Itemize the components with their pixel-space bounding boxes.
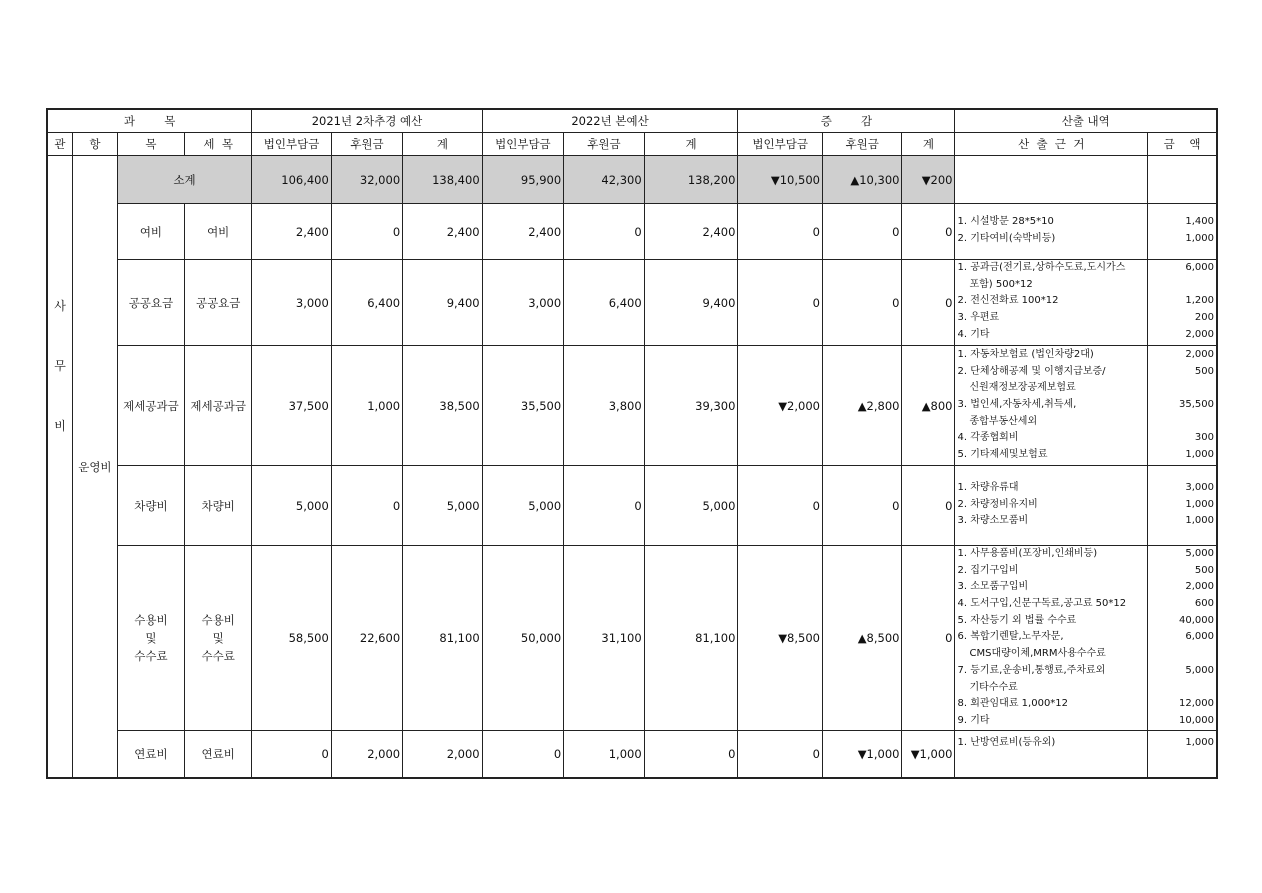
mok-text: 공공요금 bbox=[128, 295, 174, 310]
basis-line: 1. 사무용품비(포장비,인쇄비등) bbox=[957, 548, 1098, 559]
semok-cell bbox=[185, 546, 252, 731]
basis-amount bbox=[1150, 277, 1214, 294]
mok-text: 연료비 bbox=[134, 746, 168, 761]
header-total-2022: 계 bbox=[644, 133, 738, 156]
gwan-char: 비 bbox=[54, 419, 66, 433]
amount-value: ▲2,800 bbox=[822, 346, 901, 466]
basis-line: 4. 각종협회비 bbox=[957, 432, 1019, 444]
amount-value: 38,500 bbox=[403, 346, 483, 466]
amount-value: ▲800 bbox=[902, 346, 955, 466]
mok-cell bbox=[117, 466, 184, 546]
basis-line: 3. 소모품구입비 bbox=[957, 581, 1029, 593]
amount-value: 0 bbox=[564, 204, 645, 260]
amount-value: 0 bbox=[902, 204, 955, 260]
budget-row bbox=[47, 466, 1217, 546]
amount-value: 31,100 bbox=[564, 546, 645, 731]
header-row-1 bbox=[47, 109, 1217, 133]
amount-value: 0 bbox=[564, 466, 645, 546]
basis-amount: 5,000 bbox=[1185, 664, 1214, 676]
basis-line: 기타수수료 bbox=[969, 681, 1018, 693]
semok-cell bbox=[185, 466, 252, 546]
basis-line: 1. 자동차보험료 (법인차량2대) bbox=[957, 349, 1094, 360]
amount-value: 0 bbox=[738, 466, 823, 546]
header-donation-2021: 후원금 bbox=[331, 133, 402, 156]
basis-amount: 6,000 bbox=[1185, 262, 1214, 273]
basis-amount: 3,000 bbox=[1185, 482, 1214, 493]
semok-text: 차량비 bbox=[201, 498, 235, 513]
subtotal-value: ▲10,300 bbox=[822, 156, 901, 204]
subtotal-value: ▼10,500 bbox=[738, 156, 823, 204]
basis-amount bbox=[1150, 680, 1214, 697]
amount-value: 5,000 bbox=[644, 466, 738, 546]
basis-amount: 40,000 bbox=[1179, 614, 1214, 626]
basis-amount: 1,200 bbox=[1185, 295, 1214, 307]
basis-amount: 1,000 bbox=[1185, 515, 1214, 527]
amount-value: 50,000 bbox=[482, 546, 564, 731]
amount-value: 0 bbox=[738, 260, 823, 346]
amount-value: 2,000 bbox=[331, 730, 402, 778]
amount-value: 0 bbox=[482, 730, 564, 778]
budget-row bbox=[47, 730, 1217, 778]
amount-value: 37,500 bbox=[252, 346, 331, 466]
amount-value: 0 bbox=[822, 466, 901, 546]
amount-value: 81,100 bbox=[644, 546, 738, 731]
basis-line: 7. 등기료,운송비,통행료,주차료외 bbox=[957, 664, 1106, 676]
amount-value: 0 bbox=[331, 466, 402, 546]
amount-value: 0 bbox=[331, 204, 402, 260]
basis-line: 2. 단체상해공제 및 이행지급보증/ bbox=[957, 365, 1106, 377]
basis-amount: 1,000 bbox=[1185, 736, 1214, 748]
basis-line: 종합부동산세외 bbox=[969, 415, 1038, 427]
amount-value: 5,000 bbox=[403, 466, 483, 546]
basis-line: 4. 도서구입,신문구독료,공고료 50*12 bbox=[957, 598, 1127, 610]
header-total-2021: 계 bbox=[403, 133, 483, 156]
basis-cell bbox=[955, 466, 1148, 546]
budget-row bbox=[47, 204, 1217, 260]
amount-value: 81,100 bbox=[403, 546, 483, 731]
amount-value: 0 bbox=[644, 730, 738, 778]
subtotal-value: 95,900 bbox=[482, 156, 564, 204]
basis-line: CMS대량이체,MRM사용수수료 bbox=[969, 648, 1106, 660]
semok-text: 제세공과금 bbox=[190, 398, 246, 413]
subtotal-amount bbox=[1148, 156, 1217, 204]
basis-amount: 1,000 bbox=[1185, 449, 1214, 461]
mok-cell bbox=[117, 204, 184, 260]
hang-cell: 운영비 bbox=[72, 156, 117, 779]
subtotal-label: 소계 bbox=[117, 156, 252, 204]
header-diff: 증 감 bbox=[738, 109, 955, 133]
header-corp-diff: 법인부담금 bbox=[738, 133, 823, 156]
semok-text: 수용비 bbox=[201, 612, 235, 627]
amount-value: ▼8,500 bbox=[738, 546, 823, 731]
header-2021: 2021년 2차추경 예산 bbox=[252, 109, 482, 133]
amount-value: 0 bbox=[822, 204, 901, 260]
basis-amount: 1,000 bbox=[1185, 232, 1214, 244]
basis-amount-cell bbox=[1148, 204, 1217, 260]
semok-cell bbox=[185, 346, 252, 466]
header-mok: 목 bbox=[117, 133, 184, 156]
mok-text: 여비 bbox=[139, 224, 163, 239]
header-donation-2022: 후원금 bbox=[564, 133, 645, 156]
header-corp-2021: 법인부담금 bbox=[252, 133, 331, 156]
basis-amount: 200 bbox=[1194, 312, 1214, 324]
mok-text: 및 bbox=[145, 630, 157, 645]
basis-amount: 500 bbox=[1194, 365, 1214, 377]
basis-line: 5. 자산등기 외 법률 수수료 bbox=[957, 614, 1077, 626]
semok-text: 수수료 bbox=[201, 648, 235, 663]
amount-value: 2,400 bbox=[403, 204, 483, 260]
gwan-char: 사 bbox=[54, 299, 66, 313]
subtotal-basis bbox=[955, 156, 1148, 204]
semok-text: 공공요금 bbox=[195, 295, 241, 310]
amount-value: ▼1,000 bbox=[902, 730, 955, 778]
gwan-char: 무 bbox=[54, 359, 66, 373]
basis-amount-cell bbox=[1148, 546, 1217, 731]
basis-line: 1. 시설방문 28*5*10 bbox=[957, 216, 1054, 227]
header-basis: 산 출 근 거 bbox=[955, 133, 1148, 156]
header-2022: 2022년 본예산 bbox=[482, 109, 738, 133]
amount-value: 0 bbox=[902, 466, 955, 546]
mok-text: 수수료 bbox=[134, 648, 168, 663]
basis-amount: 2,000 bbox=[1185, 328, 1214, 340]
mok-text: 수용비 bbox=[134, 612, 168, 627]
basis-line: 6. 복합기렌탈,노무자문, bbox=[957, 631, 1064, 643]
subtotal-value: 32,000 bbox=[331, 156, 402, 204]
subtotal-value: 42,300 bbox=[564, 156, 645, 204]
subtotal-value: ▼200 bbox=[902, 156, 955, 204]
header-hang: 항 bbox=[72, 133, 117, 156]
subtotal-row bbox=[47, 156, 1217, 204]
basis-line: 신원재정보장공제보험료 bbox=[969, 382, 1076, 394]
header-calc: 산출 내역 bbox=[955, 109, 1217, 133]
basis-line: 2. 차량정비유지비 bbox=[957, 498, 1038, 510]
basis-line: 3. 우편료 bbox=[957, 312, 1000, 324]
basis-line: 1. 차량유류대 bbox=[957, 482, 1019, 493]
semok-text: 연료비 bbox=[201, 746, 235, 761]
basis-amount bbox=[1150, 646, 1214, 663]
semok-text: 및 bbox=[212, 630, 224, 645]
budget-row bbox=[47, 546, 1217, 731]
amount-value: 35,500 bbox=[482, 346, 564, 466]
basis-line: 1. 난방연료비(등유외) bbox=[957, 736, 1056, 748]
amount-value: 6,400 bbox=[331, 260, 402, 346]
amount-value: 9,400 bbox=[644, 260, 738, 346]
basis-cell bbox=[955, 546, 1148, 731]
amount-value: 1,000 bbox=[331, 346, 402, 466]
basis-amount: 300 bbox=[1194, 432, 1214, 444]
basis-line: 3. 법인세,자동차세,취득세, bbox=[957, 399, 1077, 411]
amount-value: 0 bbox=[902, 546, 955, 731]
basis-line: 2. 기타여비(숙박비등) bbox=[957, 232, 1056, 244]
mok-cell bbox=[117, 346, 184, 466]
basis-amount: 1,000 bbox=[1185, 498, 1214, 510]
basis-amount: 12,000 bbox=[1179, 698, 1214, 710]
header-subject: 과 목 bbox=[47, 109, 252, 133]
basis-amount: 6,000 bbox=[1185, 631, 1214, 643]
basis-line: 포함) 500*12 bbox=[969, 278, 1033, 290]
subtotal-value: 106,400 bbox=[252, 156, 331, 204]
semok-cell bbox=[185, 260, 252, 346]
basis-amount bbox=[1150, 414, 1214, 431]
basis-amount: 10,000 bbox=[1179, 714, 1214, 726]
basis-amount: 35,500 bbox=[1179, 399, 1214, 411]
header-total-diff: 계 bbox=[902, 133, 955, 156]
budget-row bbox=[47, 260, 1217, 346]
gwan-cell bbox=[47, 156, 72, 779]
mok-cell bbox=[117, 730, 184, 778]
budget-row bbox=[47, 346, 1217, 466]
amount-value: 5,000 bbox=[252, 466, 331, 546]
basis-line: 2. 전신전화료 100*12 bbox=[957, 295, 1059, 307]
semok-cell bbox=[185, 730, 252, 778]
basis-line: 1. 공과금(전기료,상하수도료,도시가스 bbox=[957, 262, 1126, 273]
amount-value: 0 bbox=[738, 204, 823, 260]
basis-amount: 600 bbox=[1194, 598, 1214, 610]
basis-amount-cell bbox=[1148, 260, 1217, 346]
basis-line: 8. 회관임대료 1,000*12 bbox=[957, 698, 1069, 710]
amount-value: 3,800 bbox=[564, 346, 645, 466]
basis-line: 4. 기타 bbox=[957, 328, 990, 340]
amount-value: 2,400 bbox=[482, 204, 564, 260]
basis-cell bbox=[955, 346, 1148, 466]
amount-value: 2,400 bbox=[252, 204, 331, 260]
amount-value: 1,000 bbox=[564, 730, 645, 778]
basis-amount bbox=[1150, 380, 1214, 397]
basis-line: 5. 기타제세및보험료 bbox=[957, 449, 1048, 461]
amount-value: ▼1,000 bbox=[822, 730, 901, 778]
semok-cell bbox=[185, 204, 252, 260]
header-gwan: 관 bbox=[47, 133, 72, 156]
amount-value: ▲8,500 bbox=[822, 546, 901, 731]
amount-value: 22,600 bbox=[331, 546, 402, 731]
amount-value: 3,000 bbox=[482, 260, 564, 346]
mok-cell bbox=[117, 546, 184, 731]
amount-value: 2,400 bbox=[644, 204, 738, 260]
basis-amount: 5,000 bbox=[1185, 548, 1214, 559]
basis-cell bbox=[955, 204, 1148, 260]
amount-value: 6,400 bbox=[564, 260, 645, 346]
amount-value: 5,000 bbox=[482, 466, 564, 546]
budget-table bbox=[46, 108, 1218, 779]
header-row-2 bbox=[47, 133, 1217, 156]
amount-value: 0 bbox=[902, 260, 955, 346]
header-amount: 금 액 bbox=[1148, 133, 1217, 156]
header-semok: 세 목 bbox=[185, 133, 252, 156]
basis-amount: 2,000 bbox=[1185, 349, 1214, 360]
amount-value: 3,000 bbox=[252, 260, 331, 346]
subtotal-value: 138,400 bbox=[403, 156, 483, 204]
basis-line: 3. 차량소모품비 bbox=[957, 515, 1029, 527]
amount-value: 58,500 bbox=[252, 546, 331, 731]
basis-amount: 1,400 bbox=[1185, 216, 1214, 227]
basis-line: 2. 집기구입비 bbox=[957, 564, 1019, 576]
amount-value: ▼2,000 bbox=[738, 346, 823, 466]
basis-line: 9. 기타 bbox=[957, 714, 990, 726]
basis-cell bbox=[955, 260, 1148, 346]
header-donation-diff: 후원금 bbox=[822, 133, 901, 156]
basis-amount-cell bbox=[1148, 346, 1217, 466]
basis-amount-cell bbox=[1148, 466, 1217, 546]
semok-text: 여비 bbox=[207, 224, 230, 239]
mok-text: 차량비 bbox=[134, 498, 168, 513]
amount-value: 2,000 bbox=[403, 730, 483, 778]
header-corp-2022: 법인부담금 bbox=[482, 133, 564, 156]
basis-amount: 500 bbox=[1194, 564, 1214, 576]
subtotal-value: 138,200 bbox=[644, 156, 738, 204]
amount-value: 0 bbox=[822, 260, 901, 346]
basis-cell bbox=[955, 730, 1148, 778]
amount-value: 39,300 bbox=[644, 346, 738, 466]
basis-amount-cell bbox=[1148, 730, 1217, 778]
amount-value: 9,400 bbox=[403, 260, 483, 346]
mok-text: 제세공과금 bbox=[123, 398, 179, 413]
amount-value: 0 bbox=[738, 730, 823, 778]
basis-amount: 2,000 bbox=[1185, 581, 1214, 593]
amount-value: 0 bbox=[252, 730, 331, 778]
mok-cell bbox=[117, 260, 184, 346]
